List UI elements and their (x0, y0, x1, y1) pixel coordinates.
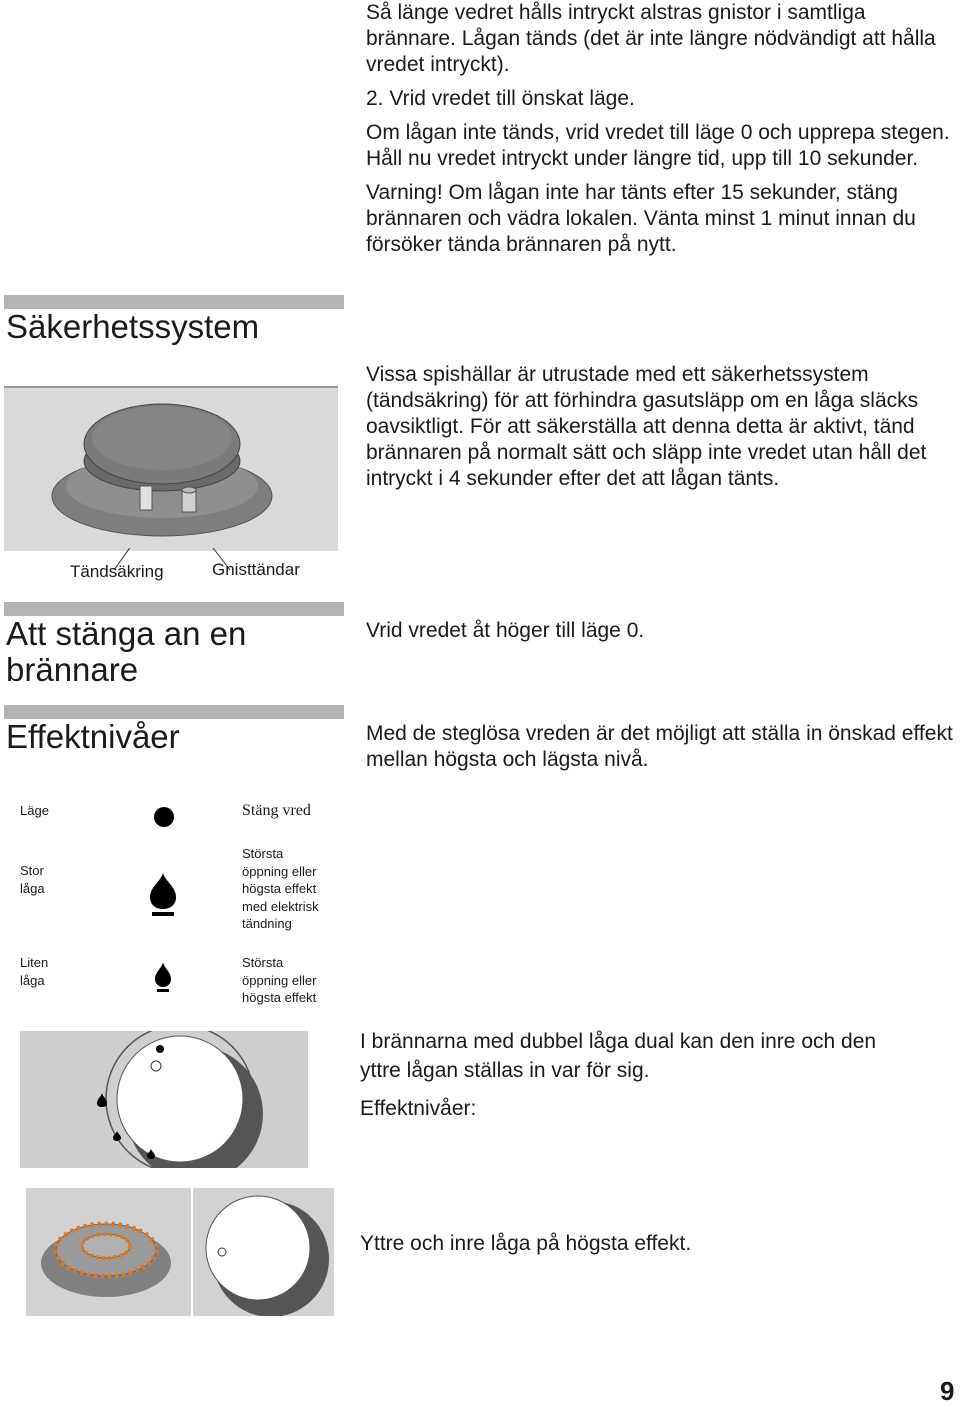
safety-text: Vissa spishällar är utrustade med ett säkerhetssystem (tändsäkring) för att förhindra gasutsläpp om en låga släcks oavsiktligt. För att säkerställa att denna detta är aktivt, tänd brännaren på normalt sätt och släpp inte vredet utan håll det intryckt i 4 sekunder efter det att lågan tänts. (366, 363, 927, 490)
dual-effect-label: Effektnivåer: (360, 1097, 477, 1120)
table-row-1-col3: Stäng vred (242, 802, 311, 819)
section-bar-shutoff (4, 602, 344, 616)
burner-illustration (4, 386, 338, 551)
dual-burner-illustration (26, 1188, 334, 1316)
table-row-3-col3: Största öppning eller högsta effekt (242, 955, 317, 1005)
dual-max-text: Yttre och inre låga på högsta effekt. (360, 1232, 692, 1255)
section-bar-safety (4, 295, 344, 309)
intro-warning-paragraph: Varning! Om lågan inte har tänts efter 15 sekunder, stäng brännaren och vädra lokalen. Vänta minst 1 minut innan du försöker tända brännaren på nytt. (366, 181, 916, 256)
label-spark-igniter: Gnisttändar (212, 560, 300, 579)
table-row-2-col3: Största öppning eller högsta effekt med elektrisk tändning (242, 846, 319, 931)
section-title-safety: Säkerhetssystem (6, 308, 260, 345)
intro-text-block (366, 0, 956, 258)
table-row-3-col1: Liten låga (20, 955, 49, 988)
section-title-shutoff: Att stänga an en brännare (6, 615, 247, 688)
levels-text: Med de steglösa vreden är det möjligt att ställa in önskad effekt mellan högsta och lägsta nivå. (366, 722, 953, 771)
intro-paragraph-1: Så länge vedret hålls intryckt alstras gnistor i samtliga brännare. Lågan tänds (det är inte längre nödvändigt att hålla vredet intryckt). (366, 1, 936, 76)
intro-step-2: 2. Vrid vredet till önskat läge. (366, 87, 635, 110)
table-row-2-col1: Stor låga (20, 863, 45, 896)
intro-retry-paragraph: Om lågan inte tänds, vrid vredet till läge 0 och upprepa stegen. Håll nu vredet intryckt under längre tid, upp till 10 sekunder. (366, 121, 950, 170)
dual-text: I brännarna med dubbel låga dual kan den inre och den yttre lågan ställas in var för sig. (360, 1030, 877, 1082)
section-bar-levels (4, 705, 344, 719)
large-flame-icon (148, 873, 178, 917)
label-flame-safety: Tändsäkring (70, 562, 164, 581)
page-number: 9 (940, 1376, 955, 1406)
shutoff-text: Vrid vredet åt höger till läge 0. (366, 619, 645, 642)
table-row-1-col1: Läge (20, 803, 49, 818)
section-title-levels: Effektnivåer (6, 718, 180, 755)
small-flame-icon (153, 962, 173, 992)
filled-dot-icon (152, 805, 176, 829)
dual-knob-illustration (20, 1031, 308, 1168)
